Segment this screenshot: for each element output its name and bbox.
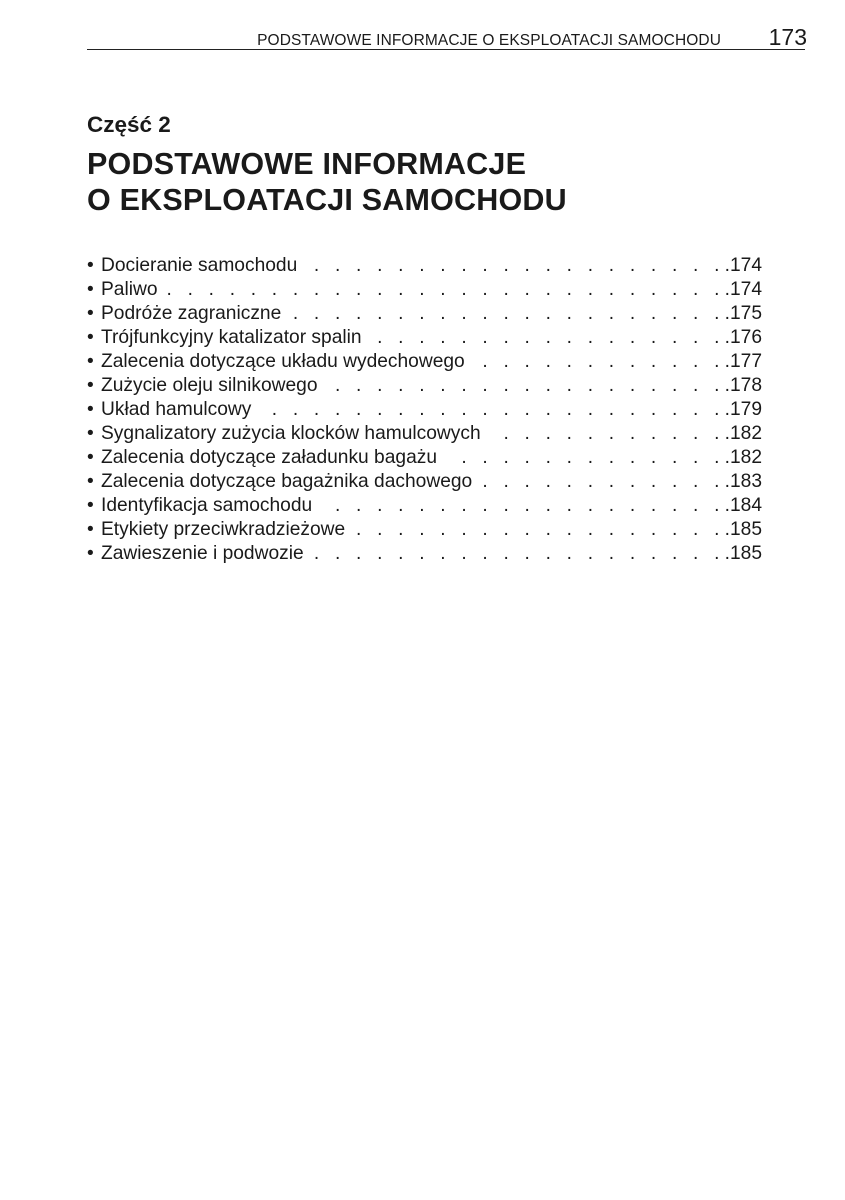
dot-leader	[473, 350, 725, 374]
toc-entry[interactable]	[87, 422, 762, 446]
dot-leader	[259, 398, 724, 422]
table-of-contents	[87, 254, 762, 566]
chapter-title-line-1: PODSTAWOWE INFORMACJE	[87, 147, 527, 181]
toc-entry-label: Układ hamulcowy	[101, 399, 252, 420]
part-label: Część 2	[87, 112, 171, 137]
dot-leader	[326, 374, 725, 398]
dot-leader	[289, 302, 724, 326]
toc-entry[interactable]	[87, 518, 762, 542]
toc-entry[interactable]	[87, 398, 762, 422]
bullet: •	[87, 279, 94, 300]
chapter-title-line-2: O EKSPLOATACJI SAMOCHODU	[87, 183, 567, 217]
toc-entry-page: .185	[724, 543, 762, 564]
running-title: PODSTAWOWE INFORMACJE O EKSPLOATACJI SAMOCHODU	[257, 32, 721, 49]
toc-entry-page: .178	[724, 375, 762, 396]
toc-entry-label: Podróże zagraniczne	[101, 303, 282, 324]
toc-entry-label: Zalecenia dotyczące bagażnika dachowego	[101, 471, 473, 492]
toc-entry[interactable]	[87, 278, 762, 302]
dot-leader	[305, 254, 724, 278]
page-number: 173	[768, 24, 807, 50]
toc-entry[interactable]	[87, 542, 762, 566]
toc-entry-page: .184	[724, 495, 762, 516]
dot-leader	[312, 542, 725, 566]
toc-entry[interactable]	[87, 374, 762, 398]
bullet: •	[87, 423, 94, 444]
toc-entry-page: .182	[724, 447, 762, 468]
toc-entry-label: Zużycie oleju silnikowego	[101, 375, 318, 396]
dot-leader	[370, 326, 725, 350]
bullet: •	[87, 303, 94, 324]
toc-entry[interactable]	[87, 254, 762, 278]
toc-entry-label: Zalecenia dotyczące układu wydechowego	[101, 351, 465, 372]
bullet: •	[87, 351, 94, 372]
toc-entry-page: .179	[724, 399, 762, 420]
dot-leader	[353, 518, 724, 542]
toc-entry[interactable]	[87, 350, 762, 374]
toc-entry-page: .185	[724, 519, 762, 540]
toc-entry-label: Sygnalizatory zużycia klocków hamulcowych	[101, 423, 481, 444]
dot-leader	[320, 494, 724, 518]
bullet: •	[87, 399, 94, 420]
running-header	[87, 24, 807, 54]
bullet: •	[87, 447, 94, 468]
toc-entry-page: .183	[724, 471, 762, 492]
toc-entry-page: .174	[724, 279, 762, 300]
toc-entry[interactable]	[87, 494, 762, 518]
bullet: •	[87, 375, 94, 396]
bullet: •	[87, 495, 94, 516]
toc-entry[interactable]	[87, 326, 762, 350]
bullet: •	[87, 519, 94, 540]
toc-entry-label: Docieranie samochodu	[101, 255, 298, 276]
toc-entry-label: Etykiety przeciwkradzieżowe	[101, 519, 346, 540]
toc-entry-page: .177	[724, 351, 762, 372]
toc-entry-page: .174	[724, 255, 762, 276]
toc-entry[interactable]	[87, 470, 762, 494]
dot-leader	[445, 446, 725, 470]
toc-entry-label: Zawieszenie i podwozie	[101, 543, 304, 564]
toc-entry[interactable]	[87, 446, 762, 470]
toc-entry-page: .175	[724, 303, 762, 324]
toc-entry-page: .176	[724, 327, 762, 348]
toc-entry-label: Zalecenia dotyczące załadunku bagażu	[101, 447, 438, 468]
dot-leader	[480, 470, 724, 494]
toc-entry-label: Trójfunkcyjny katalizator spalin	[101, 327, 362, 348]
toc-entry-label: Identyfikacja samochodu	[101, 495, 313, 516]
bullet: •	[87, 327, 94, 348]
bullet: •	[87, 543, 94, 564]
chapter-title	[87, 146, 567, 218]
toc-entry-label: Paliwo	[101, 279, 158, 300]
toc-entry[interactable]	[87, 302, 762, 326]
dot-leader	[489, 422, 725, 446]
bullet: •	[87, 255, 94, 276]
bullet: •	[87, 471, 94, 492]
toc-entry-page: .182	[724, 423, 762, 444]
header-rule	[87, 49, 805, 50]
dot-leader	[166, 278, 725, 302]
